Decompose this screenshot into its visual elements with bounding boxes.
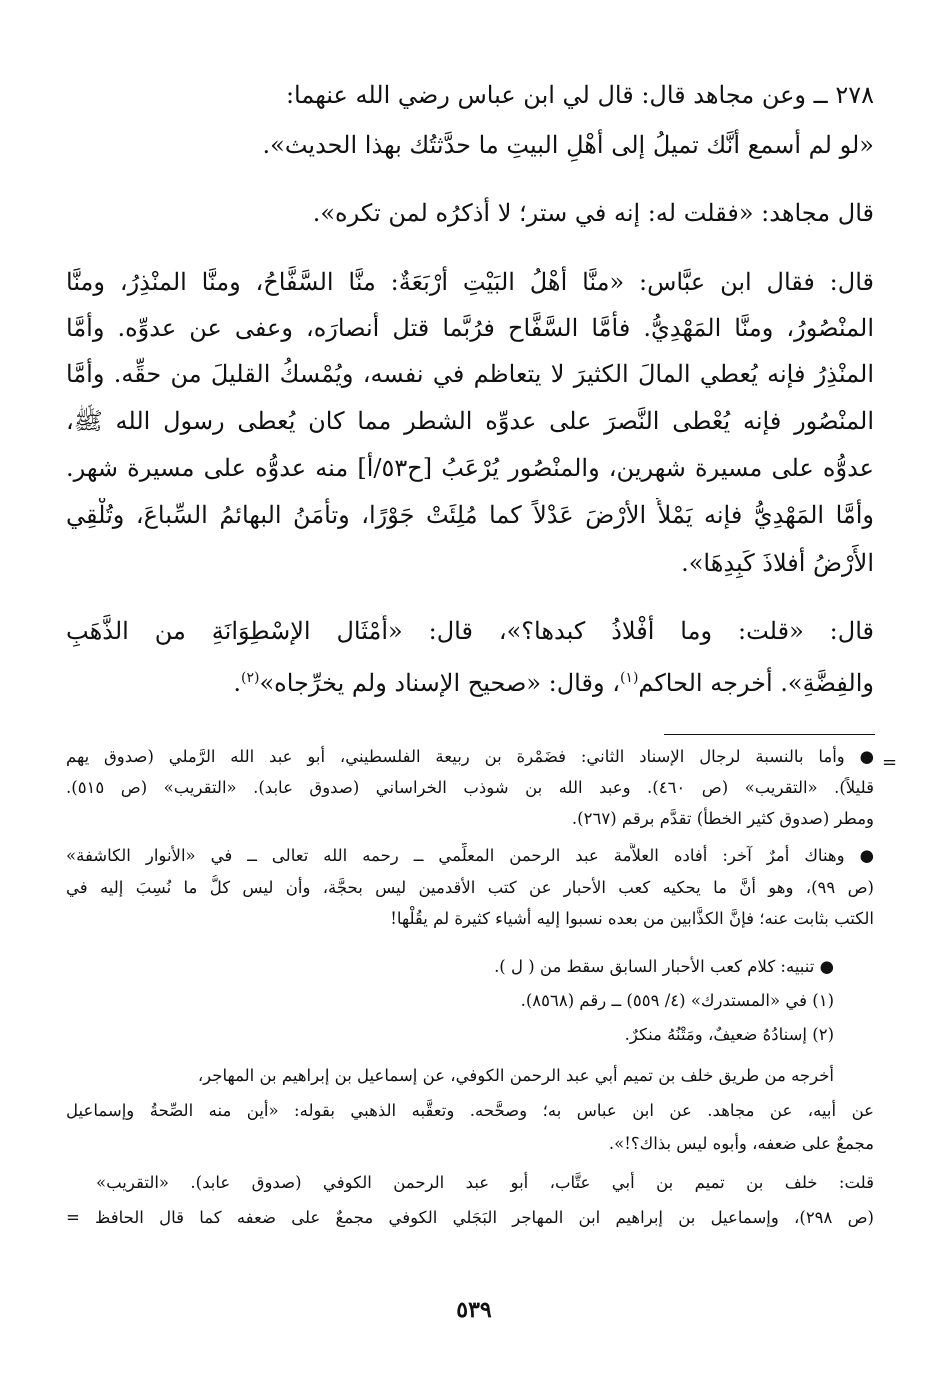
footnote-line: عن أبيه، عن مجاهد. عن ابن عباس به؛ وصحَّحه. وتعقَّبه الذهبي بقوله: «أين منه الصِّحةُ وإسماعيل bbox=[66, 1101, 874, 1120]
text-segment: والفِضَّةِ». أخرجه الحاكم bbox=[638, 669, 874, 697]
footnote-ref-2: (٢) bbox=[240, 670, 260, 686]
footnote-line: قليلاً). «التقريب» (ص ٤٦٠). وعبد الله بن شوذب الخراساني (صدوق عابد). «التقريب» (ص ٥١٥). bbox=[66, 778, 874, 797]
footnote-line: أخرجه من طريق خلف بن تميم أبي عبد الرحمن الكوفي، عن إسماعيل بن إبراهيم بن المهاجر، bbox=[197, 1066, 834, 1085]
footnote-line: ● تنبيه: كلام كعب الأحبار السابق سقط من ( ل ). bbox=[494, 957, 834, 976]
page-number: ٥٣٩ bbox=[456, 1297, 492, 1323]
continuation-mark: = bbox=[882, 752, 898, 773]
footnote-separator bbox=[664, 734, 875, 735]
text-line: المنْصُورُ، ومنَّا المَهْدِيُّ. فأمَّا السَّفَّاح فرُبَّما قتل أنصارَه، وعفى عن عدوِّه. وأمَّا bbox=[66, 314, 874, 342]
text-line: قال مجاهد: «فقلت له: إنه في ستر؛ لا أذكرُه لمن تكره». bbox=[312, 199, 874, 227]
text-line: قال: «قلت: وما أفْلاذُ كبدها؟»، قال: «أَمْثَال الإسْطِوَانَةِ من الذَّهَبِ bbox=[66, 617, 874, 645]
footnote-1: (١) في «المستدرك» (٤/ ٥٥٩) ــ رقم (٨٥٦٨). bbox=[520, 991, 834, 1010]
footnote-line: ● وأما بالنسبة لرجال الإسناد الثاني: فضَمْرة بن ربيعة الفلسطيني، أبو عبد الله الرَّملي (صدوق يهم bbox=[66, 747, 874, 766]
text-line: قال: فقال ابن عبَّاس: «منَّا أهْلُ البَيْتِ أرْبَعَةٌ: منَّا السَّفَّاحُ، ومنَّا المنْذِرُ، ومنَّا bbox=[66, 268, 874, 296]
footnote-line: ومطر (صدوق كثير الخطأ) تقدَّم برقم (٢٦٧). bbox=[571, 809, 874, 828]
text-line: والفِضَّةِ». أخرجه الحاكم$^{(١)}$، وقال: «صحيح الإسناد ولم يخرِّجاه»$^{(٢)}$. bbox=[233, 669, 874, 697]
text-line: المنْذِرُ فإنه يُعطي المالَ الكثيرَ لا يتعاظم في نفسه، ويُمْسكُ القليلَ من حقِّه. وأمَّا bbox=[66, 360, 874, 388]
footnote-line: ● وهناك أمرٌ آخر: أفاده العلاَّمة عبد الرحمن المعلِّمي ــ رحمه الله تعالى ــ في «الأنوار الكاشفة» bbox=[66, 846, 874, 865]
footnote-2: (٢) إسنادُهُ ضعيفٌ، ومَتْنُهُ منكرٌ. bbox=[624, 1025, 834, 1044]
text-line: «لو لم أسمع أنَّك تميلُ إلى أهْلِ البيتِ ما حدَّثتُك بهذا الحديث». bbox=[262, 131, 874, 159]
footnote-line: قلت: خلف بن تميم بن أبي عتَّاب، أبو عبد الرحمن الكوفي (صدوق عابد). «التقريب» bbox=[96, 1173, 874, 1192]
text-line: المنْصُور فإنه يُعْطى النَّصرَ على عدوِّه الشطر مما كان يُعطى رسول الله ﷺ، bbox=[66, 407, 874, 435]
text-line: وأمَّا المَهْدِيُّ فإنه يَمْلأُ الأرْضَ عَدْلاً كما مُلِئَتْ جَوْرًا، وتأْمَنُ البهائمُ السِّباعَ، وتُلْقِي bbox=[66, 501, 874, 529]
footnote-line: مجمعٌ على ضعفه، وأبوه ليس بذاك؟!». bbox=[608, 1134, 874, 1153]
hadith-heading: ٢٧٨ ــ وعن مجاهد قال: قال لي ابن عباس رضي الله عنهما: bbox=[285, 81, 874, 109]
footnote-ref-1: (١) bbox=[619, 670, 639, 686]
footnote-line: (ص ٢٩٨)، وإسماعيل بن إبراهيم ابن المهاجر البَجَلي الكوفي مجمعٌ على ضعفه كما قال الحافظ = bbox=[66, 1208, 874, 1227]
footnote-line: (ص ٩٩)، وهو أنَّ ما يحكيه كعب الأحبار عن كتب الأقدمين ليس بحجَّة، وأن ليس كلُّ ما نُسِبَ إليه في bbox=[66, 878, 874, 897]
text-segment: ، وقال: «صحيح الإسناد ولم يخرِّجاه» bbox=[259, 669, 620, 697]
footnote-line: الكتب بثابت عنه؛ فإنَّ الكذَّابين من بعده نسبوا إليه أشياء كثيرة لم يقُلْها! bbox=[390, 909, 874, 928]
text-line: عدوُّه على مسيرة شهرين، والمنْصُور يُرْعَبُ [ح٥٣/أ] منه عدوُّه على مسيرة شهر. bbox=[66, 454, 874, 482]
text-line: الأَرْضُ أفلاذَ كَبِدِهَا». bbox=[681, 549, 874, 577]
